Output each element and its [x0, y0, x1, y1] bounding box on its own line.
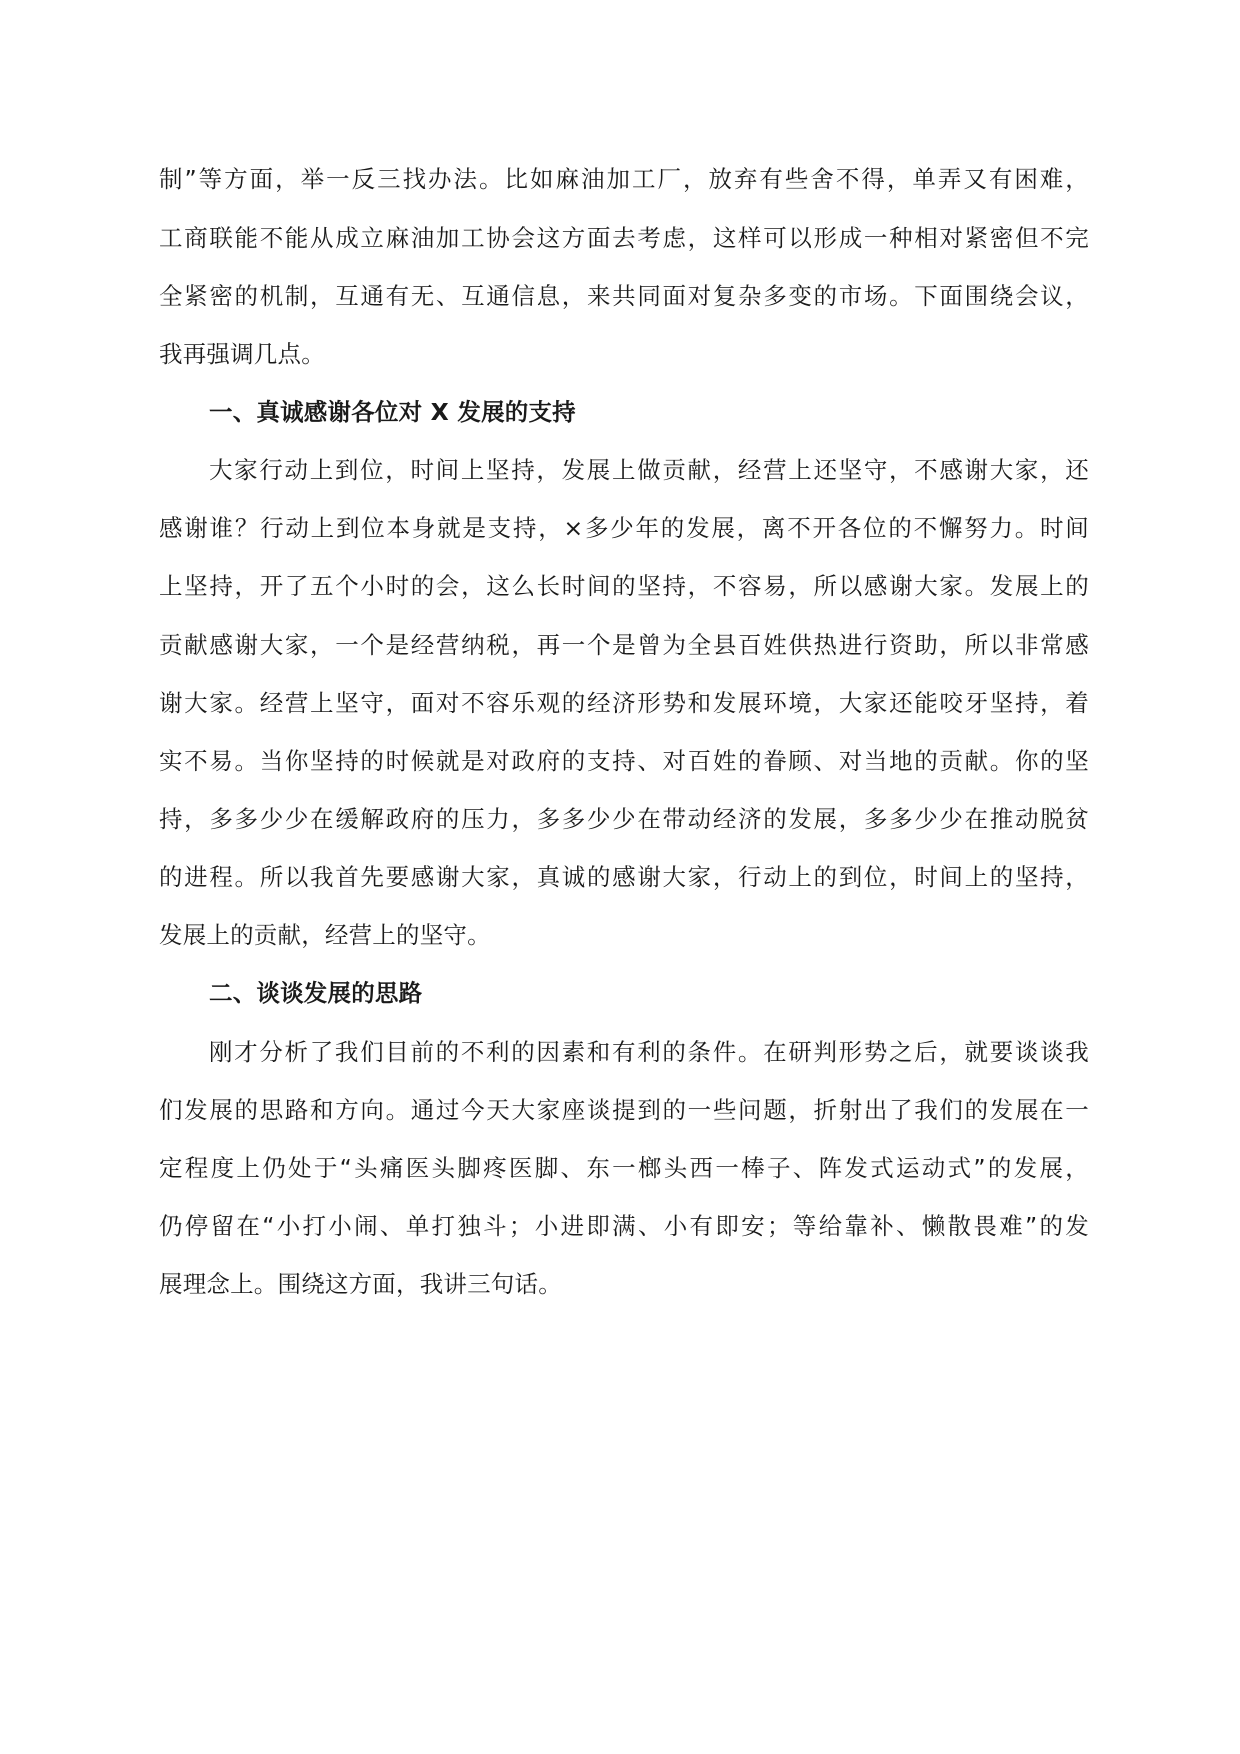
section-heading: 二、谈谈发展的思路 — [209, 979, 423, 1007]
paragraph-line: 持，多多少少在缓解政府的压力，多多少少在带动经济的发展，多多少少在推动脱贫 — [159, 805, 1089, 833]
paragraph-line: 大家行动上到位，时间上坚持，发展上做贡献，经营上还坚守，不感谢大家，还 — [209, 456, 1089, 484]
paragraph-line: 仍停留在“小打小闹、单打独斗；小进即满、小有即安；等给靠补、懒散畏难”的发 — [159, 1212, 1089, 1240]
paragraph-line: 刚才分析了我们目前的不利的因素和有利的条件。在研判形势之后，就要谈谈我 — [209, 1038, 1089, 1066]
paragraph-line: 发展上的贡献，经营上的坚守。 — [159, 921, 491, 949]
paragraph-line: 感谢谁？行动上到位本身就是支持，×多少年的发展，离不开各位的不懈努力。时间 — [159, 514, 1089, 542]
paragraph-line: 工商联能不能从成立麻油加工协会这方面去考虑，这样可以形成一种相对紧密但不完 — [159, 224, 1089, 252]
paragraph-line: 制”等方面，举一反三找办法。比如麻油加工厂，放弃有些舍不得，单弄又有困难， — [159, 165, 1089, 193]
paragraph-line: 定程度上仍处于“头痛医头脚疼医脚、东一榔头西一棒子、阵发式运动式”的发展， — [159, 1154, 1089, 1182]
paragraph-line: 实不易。当你坚持的时候就是对政府的支持、对百姓的眷顾、对当地的贡献。你的坚 — [159, 747, 1089, 775]
paragraph-line: 谢大家。经营上坚守，面对不容乐观的经济形势和发展环境，大家还能咬牙坚持，着 — [159, 689, 1089, 717]
paragraph-line: 上坚持，开了五个小时的会，这么长时间的坚持，不容易，所以感谢大家。发展上的 — [159, 572, 1089, 600]
section-heading: 一、真诚感谢各位对 X 发展的支持 — [209, 398, 576, 426]
paragraph-line: 们发展的思路和方向。通过今天大家座谈提到的一些问题，折射出了我们的发展在一 — [159, 1096, 1089, 1124]
paragraph-line: 展理念上。围绕这方面，我讲三句话。 — [159, 1270, 562, 1298]
paragraph-line: 我再强调几点。 — [159, 340, 325, 368]
paragraph-line: 的进程。所以我首先要感谢大家，真诚的感谢大家，行动上的到位，时间上的坚持， — [159, 863, 1089, 891]
paragraph-line: 贡献感谢大家，一个是经营纳税，再一个是曾为全县百姓供热进行资助，所以非常感 — [159, 631, 1089, 659]
paragraph-line: 全紧密的机制，互通有无、互通信息，来共同面对复杂多变的市场。下面围绕会议， — [159, 282, 1089, 310]
